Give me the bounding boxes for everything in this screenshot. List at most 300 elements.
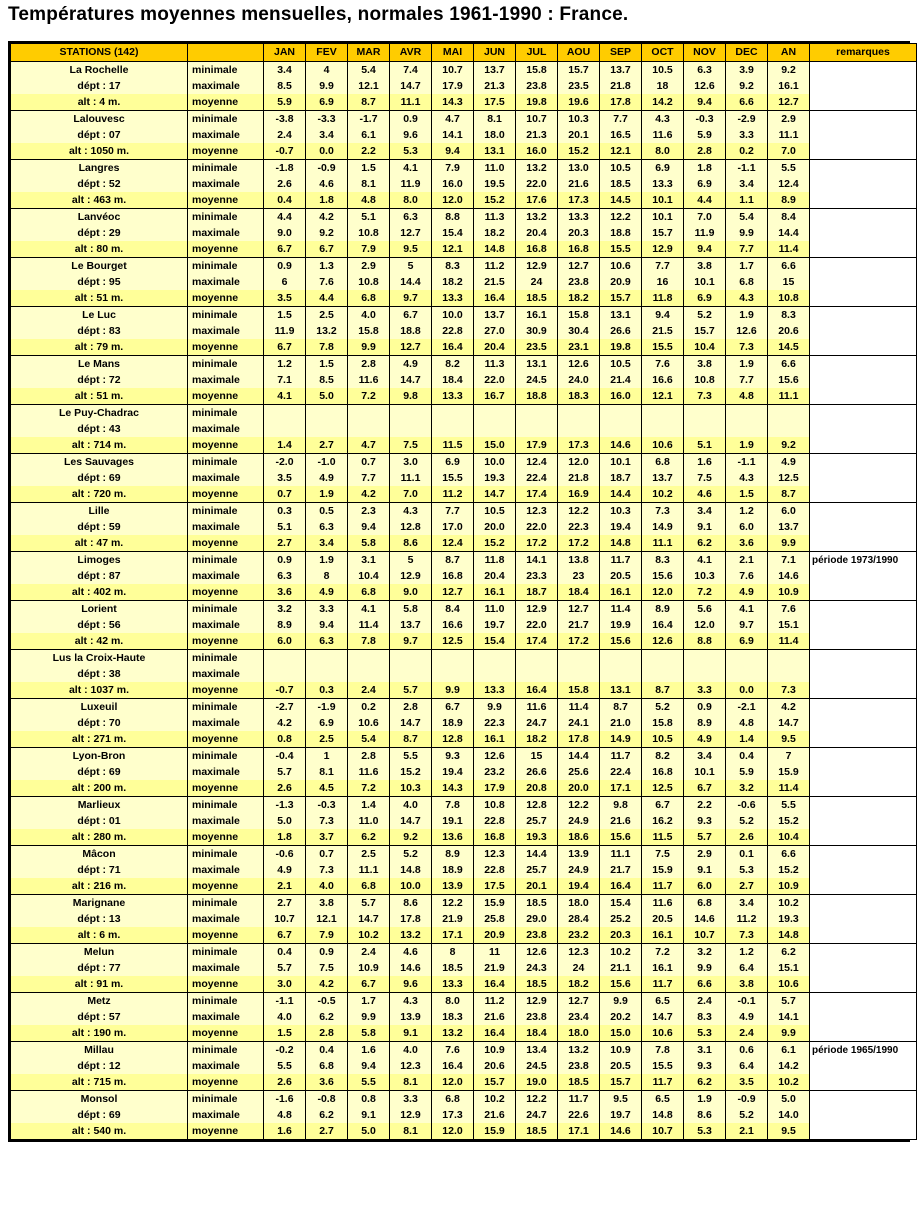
value-cell-jul: 14.4 (516, 846, 558, 863)
value-type-label: maximale (188, 225, 264, 241)
value-cell-mar: 14.7 (348, 911, 390, 927)
value-cell-dec: 3.2 (726, 780, 768, 797)
value-cell-dec: 1.1 (726, 192, 768, 209)
table-row (11, 176, 917, 192)
value-cell-fev: 8.5 (306, 372, 348, 388)
value-cell-mai: 6.9 (432, 454, 474, 471)
value-cell-mai: 7.9 (432, 160, 474, 177)
value-cell-jan: 6.3 (264, 568, 306, 584)
value-cell-jan: 9.0 (264, 225, 306, 241)
value-type-label: moyenne (188, 241, 264, 258)
station-alt: alt : 47 m. (11, 535, 188, 552)
value-cell-jan: 8.9 (264, 617, 306, 633)
value-cell-oct: 11.7 (642, 878, 684, 895)
value-cell-aou: 17.3 (558, 192, 600, 209)
value-cell-avr: 14.4 (390, 274, 432, 290)
value-cell-mai: 12.0 (432, 192, 474, 209)
value-cell-jun: 21.6 (474, 1009, 516, 1025)
value-type-label: minimale (188, 209, 264, 226)
value-cell-sep: 15.6 (600, 633, 642, 650)
remark-cell (810, 290, 917, 307)
value-cell-jul: 12.8 (516, 797, 558, 814)
remark-cell (810, 568, 917, 584)
value-cell-aou: 15.8 (558, 682, 600, 699)
value-cell-avr (390, 666, 432, 682)
value-cell-aou: 18.3 (558, 388, 600, 405)
temperature-table-container (8, 41, 910, 1142)
value-cell-dec: 7.3 (726, 339, 768, 356)
value-cell-jun: 22.8 (474, 813, 516, 829)
value-cell-jan: 2.4 (264, 127, 306, 143)
value-cell-an: 6.6 (768, 356, 810, 373)
value-cell-an: 4.9 (768, 454, 810, 471)
table-row (11, 470, 917, 486)
value-cell-jan: 3.6 (264, 584, 306, 601)
value-cell-fev: 9.2 (306, 225, 348, 241)
value-cell-aou: 12.6 (558, 356, 600, 373)
value-cell-aou: 24.9 (558, 813, 600, 829)
value-cell-mai: 15.4 (432, 225, 474, 241)
value-cell-mai: 7.8 (432, 797, 474, 814)
value-cell-fev: -3.3 (306, 111, 348, 128)
value-cell-mai: 10.0 (432, 307, 474, 324)
value-cell-mar: 9.9 (348, 339, 390, 356)
value-cell-an: 9.5 (768, 731, 810, 748)
value-cell-fev: 6.9 (306, 94, 348, 111)
value-cell-nov: 9.3 (684, 813, 726, 829)
value-cell-nov: 10.1 (684, 764, 726, 780)
remark-cell (810, 470, 917, 486)
value-cell-aou: 18.6 (558, 829, 600, 846)
value-cell-nov: 6.9 (684, 290, 726, 307)
value-cell-fev: 9.4 (306, 617, 348, 633)
value-cell-fev: 12.1 (306, 911, 348, 927)
value-cell-mai: 17.0 (432, 519, 474, 535)
value-cell-jun (474, 405, 516, 422)
value-cell-jun: 10.9 (474, 1042, 516, 1059)
table-row (11, 1123, 917, 1140)
value-cell-an: 8.9 (768, 192, 810, 209)
station-dept: dépt : 71 (11, 862, 188, 878)
value-cell-mai: 17.3 (432, 1107, 474, 1123)
value-cell-jun: 16.1 (474, 731, 516, 748)
value-type-label: moyenne (188, 1025, 264, 1042)
station-alt: alt : 200 m. (11, 780, 188, 797)
value-cell-mar: 15.8 (348, 323, 390, 339)
value-cell-fev: 7.8 (306, 339, 348, 356)
value-cell-oct: 8.0 (642, 143, 684, 160)
value-cell-mar: 6.8 (348, 290, 390, 307)
value-cell-jul: 23.5 (516, 339, 558, 356)
value-cell-aou: 23.4 (558, 1009, 600, 1025)
value-cell-avr: 11.1 (390, 94, 432, 111)
value-cell-aou: 20.0 (558, 780, 600, 797)
value-type-label: maximale (188, 127, 264, 143)
station-name: Monsol (11, 1091, 188, 1108)
value-cell-dec: 2.1 (726, 552, 768, 569)
header-avr: AVR (390, 44, 432, 62)
value-cell-mai (432, 421, 474, 437)
value-cell-mar: 11.1 (348, 862, 390, 878)
value-cell-jun: 22.0 (474, 372, 516, 388)
value-cell-dec: 3.4 (726, 176, 768, 192)
value-cell-jan: 8.5 (264, 78, 306, 94)
value-type-label: moyenne (188, 192, 264, 209)
table-row (11, 372, 917, 388)
value-cell-nov: 5.9 (684, 127, 726, 143)
value-cell-nov: 4.6 (684, 486, 726, 503)
station-dept: dépt : 12 (11, 1058, 188, 1074)
value-cell-dec: -2.1 (726, 699, 768, 716)
value-cell-mar: 2.8 (348, 748, 390, 765)
station-dept: dépt : 69 (11, 1107, 188, 1123)
value-cell-an: 8.3 (768, 307, 810, 324)
value-cell-sep: 20.5 (600, 1058, 642, 1074)
value-cell-jun: 16.4 (474, 1025, 516, 1042)
value-cell-mar: 2.4 (348, 682, 390, 699)
value-cell-oct: 8.7 (642, 682, 684, 699)
value-cell-jun: 16.1 (474, 584, 516, 601)
value-cell-sep: 13.1 (600, 307, 642, 324)
value-type-label: moyenne (188, 731, 264, 748)
value-cell-aou: 20.1 (558, 127, 600, 143)
value-cell-fev: 9.9 (306, 78, 348, 94)
value-cell-jan: 2.1 (264, 878, 306, 895)
table-row (11, 94, 917, 111)
value-type-label: maximale (188, 1058, 264, 1074)
value-cell-dec: 3.9 (726, 62, 768, 79)
station-dept: dépt : 70 (11, 715, 188, 731)
value-cell-avr: 8.7 (390, 731, 432, 748)
value-cell-jun: 20.4 (474, 568, 516, 584)
value-cell-sep: 15.6 (600, 829, 642, 846)
value-cell-sep: 15.6 (600, 976, 642, 993)
value-cell-oct: 20.5 (642, 911, 684, 927)
remark-cell (810, 1074, 917, 1091)
value-type-label: minimale (188, 1091, 264, 1108)
remark-cell (810, 764, 917, 780)
value-cell-jul: 12.4 (516, 454, 558, 471)
station-name: Le Bourget (11, 258, 188, 275)
value-cell-mai (432, 650, 474, 667)
value-cell-jan: 1.5 (264, 307, 306, 324)
station-dept: dépt : 13 (11, 911, 188, 927)
value-cell-nov: 3.8 (684, 258, 726, 275)
remark-cell (810, 666, 917, 682)
value-cell-mar: 0.2 (348, 699, 390, 716)
station-alt: alt : 271 m. (11, 731, 188, 748)
value-cell-fev: 7.3 (306, 862, 348, 878)
value-cell-jul: 18.5 (516, 290, 558, 307)
value-cell-dec: 7.6 (726, 568, 768, 584)
value-cell-dec: 6.4 (726, 960, 768, 976)
remark-cell (810, 731, 917, 748)
table-row (11, 1107, 917, 1123)
remark-cell (810, 307, 917, 324)
remark-cell (810, 617, 917, 633)
table-header (11, 44, 917, 62)
station-name: Lus la Croix-Haute (11, 650, 188, 667)
value-cell-mar: 5.8 (348, 1025, 390, 1042)
remark-cell (810, 503, 917, 520)
value-type-label: maximale (188, 666, 264, 682)
value-cell-an: 14.8 (768, 927, 810, 944)
station-alt: alt : 91 m. (11, 976, 188, 993)
value-cell-aou: 17.1 (558, 1123, 600, 1140)
value-cell-mai: 10.7 (432, 62, 474, 79)
value-cell-dec: 2.4 (726, 1025, 768, 1042)
value-type-label: minimale (188, 797, 264, 814)
value-cell-jun: 16.4 (474, 290, 516, 307)
value-cell-mai: 19.4 (432, 764, 474, 780)
value-cell-mar: 7.8 (348, 633, 390, 650)
station-alt: alt : 190 m. (11, 1025, 188, 1042)
table-row (11, 813, 917, 829)
value-cell-sep: 14.5 (600, 192, 642, 209)
value-cell-jun: 21.3 (474, 78, 516, 94)
station-dept: dépt : 87 (11, 568, 188, 584)
value-cell-sep: 18.8 (600, 225, 642, 241)
value-cell-jan: 5.7 (264, 960, 306, 976)
station-dept: dépt : 72 (11, 372, 188, 388)
value-cell-mar: 5.4 (348, 62, 390, 79)
header-nov: NOV (684, 44, 726, 62)
value-cell-jul: 18.4 (516, 1025, 558, 1042)
value-cell-mai: 16.4 (432, 1058, 474, 1074)
value-cell-sep: 25.2 (600, 911, 642, 927)
remark-cell (810, 1123, 917, 1140)
remark-cell (810, 895, 917, 912)
table-row (11, 209, 917, 226)
value-cell-fev: -0.8 (306, 1091, 348, 1108)
value-cell-mai: 11.5 (432, 437, 474, 454)
value-cell-jan: -2.0 (264, 454, 306, 471)
value-cell-jan: 5.0 (264, 813, 306, 829)
value-cell-nov: 9.3 (684, 1058, 726, 1074)
value-cell-jan: 4.2 (264, 715, 306, 731)
table-row (11, 976, 917, 993)
value-cell-oct: 15.7 (642, 225, 684, 241)
value-cell-mai: 12.8 (432, 731, 474, 748)
value-cell-avr: 4.3 (390, 503, 432, 520)
value-cell-mai: 17.9 (432, 78, 474, 94)
value-cell-an: 9.9 (768, 1025, 810, 1042)
value-cell-mar: 9.4 (348, 519, 390, 535)
value-cell-dec: -0.9 (726, 1091, 768, 1108)
station-name: Marlieux (11, 797, 188, 814)
value-cell-fev: 4.6 (306, 176, 348, 192)
station-alt: alt : 79 m. (11, 339, 188, 356)
value-cell-mar: 2.2 (348, 143, 390, 160)
value-cell-nov: 0.9 (684, 699, 726, 716)
value-cell-oct: 14.9 (642, 519, 684, 535)
value-cell-dec (726, 650, 768, 667)
table-row (11, 650, 917, 667)
value-cell-fev (306, 405, 348, 422)
station-dept: dépt : 59 (11, 519, 188, 535)
value-cell-jan: 6.7 (264, 241, 306, 258)
station-dept: dépt : 57 (11, 1009, 188, 1025)
header-remarks: remarques (810, 44, 917, 62)
value-cell-jan: 4.0 (264, 1009, 306, 1025)
value-cell-mai: 13.3 (432, 290, 474, 307)
value-cell-dec: 0.0 (726, 682, 768, 699)
header-oct: OCT (642, 44, 684, 62)
value-cell-oct (642, 666, 684, 682)
value-cell-sep (600, 405, 642, 422)
value-cell-avr: 7.4 (390, 62, 432, 79)
value-cell-oct: 11.7 (642, 1074, 684, 1091)
value-cell-oct: 11.6 (642, 127, 684, 143)
value-cell-jun: 14.8 (474, 241, 516, 258)
value-cell-aou: 18.0 (558, 895, 600, 912)
value-cell-oct: 8.2 (642, 748, 684, 765)
table-row (11, 911, 917, 927)
value-cell-an: 6.0 (768, 503, 810, 520)
value-cell-nov (684, 405, 726, 422)
value-cell-oct: 12.5 (642, 780, 684, 797)
value-cell-an: 16.1 (768, 78, 810, 94)
value-cell-jun: 10.5 (474, 503, 516, 520)
header-type (188, 44, 264, 62)
value-cell-nov: 9.4 (684, 94, 726, 111)
value-cell-mai: 18.3 (432, 1009, 474, 1025)
value-type-label: moyenne (188, 437, 264, 454)
remark-cell (810, 1091, 917, 1108)
value-cell-an: 6.6 (768, 846, 810, 863)
value-cell-sep: 16.4 (600, 878, 642, 895)
table-row (11, 829, 917, 846)
remark-cell (810, 192, 917, 209)
value-cell-jan: 4.4 (264, 209, 306, 226)
value-type-label: minimale (188, 503, 264, 520)
value-cell-sep: 12.1 (600, 143, 642, 160)
value-cell-mar: 10.6 (348, 715, 390, 731)
value-cell-fev: 1.8 (306, 192, 348, 209)
value-cell-mai: 18.2 (432, 274, 474, 290)
value-type-label: moyenne (188, 976, 264, 993)
value-cell-jan: 5.5 (264, 1058, 306, 1074)
value-cell-oct: 14.8 (642, 1107, 684, 1123)
value-type-label: moyenne (188, 682, 264, 699)
value-cell-oct: 21.5 (642, 323, 684, 339)
value-cell-jul: 24.3 (516, 960, 558, 976)
value-cell-jul: 12.6 (516, 944, 558, 961)
value-cell-avr: 17.8 (390, 911, 432, 927)
value-cell-sep: 18.7 (600, 470, 642, 486)
value-cell-fev: 1.9 (306, 552, 348, 569)
value-cell-jan: 4.1 (264, 388, 306, 405)
value-cell-dec: -0.6 (726, 797, 768, 814)
value-type-label: maximale (188, 715, 264, 731)
value-cell-nov: 4.4 (684, 192, 726, 209)
value-cell-jun: 13.7 (474, 62, 516, 79)
value-cell-oct: 11.5 (642, 829, 684, 846)
value-cell-aou: 24.9 (558, 862, 600, 878)
value-cell-oct: 14.2 (642, 94, 684, 111)
remark-cell (810, 1058, 917, 1074)
value-cell-oct: 10.7 (642, 1123, 684, 1140)
value-cell-aou: 17.2 (558, 633, 600, 650)
value-cell-fev: 0.7 (306, 846, 348, 863)
value-cell-dec: 9.7 (726, 617, 768, 633)
value-cell-mai: 12.7 (432, 584, 474, 601)
value-cell-jul: 15 (516, 748, 558, 765)
remark-cell (810, 633, 917, 650)
table-row (11, 274, 917, 290)
value-cell-mar: 9.4 (348, 1058, 390, 1074)
header-dec: DEC (726, 44, 768, 62)
value-cell-sep: 10.5 (600, 356, 642, 373)
value-cell-nov: -0.3 (684, 111, 726, 128)
remark-cell (810, 94, 917, 111)
value-cell-an: 15.6 (768, 372, 810, 388)
table-row (11, 715, 917, 731)
value-cell-mar: 8.1 (348, 176, 390, 192)
table-row (11, 437, 917, 454)
value-cell-sep: 21.6 (600, 813, 642, 829)
value-cell-jul: 22.0 (516, 617, 558, 633)
value-cell-oct: 15.9 (642, 862, 684, 878)
station-alt: alt : 216 m. (11, 878, 188, 895)
value-cell-dec (726, 405, 768, 422)
value-cell-jun: 17.5 (474, 94, 516, 111)
value-cell-mai: 12.5 (432, 633, 474, 650)
value-cell-sep: 12.2 (600, 209, 642, 226)
value-cell-aou (558, 666, 600, 682)
table-row (11, 682, 917, 699)
station-alt: alt : 280 m. (11, 829, 188, 846)
value-cell-an: 7.1 (768, 552, 810, 569)
value-cell-mar: 2.9 (348, 258, 390, 275)
value-cell-an: 15.9 (768, 764, 810, 780)
value-cell-sep: 15.7 (600, 290, 642, 307)
value-type-label: moyenne (188, 94, 264, 111)
header-mai: MAI (432, 44, 474, 62)
value-cell-jun: 15.7 (474, 1074, 516, 1091)
value-cell-sep: 13.7 (600, 62, 642, 79)
value-cell-avr: 14.7 (390, 715, 432, 731)
station-alt: alt : 6 m. (11, 927, 188, 944)
value-cell-aou: 16.9 (558, 486, 600, 503)
value-cell-aou: 19.6 (558, 94, 600, 111)
value-cell-avr: 18.8 (390, 323, 432, 339)
station-dept: dépt : 07 (11, 127, 188, 143)
value-cell-jul: 24 (516, 274, 558, 290)
value-cell-mar: 6.1 (348, 127, 390, 143)
value-cell-avr: 3.0 (390, 454, 432, 471)
value-type-label: maximale (188, 274, 264, 290)
value-cell-an: 10.9 (768, 878, 810, 895)
table-row (11, 633, 917, 650)
value-cell-oct: 10.2 (642, 486, 684, 503)
remark-cell (810, 1025, 917, 1042)
value-type-label: minimale (188, 846, 264, 863)
value-cell-jun: 10.0 (474, 454, 516, 471)
value-cell-nov: 2.4 (684, 993, 726, 1010)
value-cell-jul: 22.0 (516, 519, 558, 535)
value-cell-oct: 7.2 (642, 944, 684, 961)
value-cell-aou: 12.7 (558, 993, 600, 1010)
value-cell-avr: 9.0 (390, 584, 432, 601)
value-cell-mar: 5.5 (348, 1074, 390, 1091)
value-cell-oct: 8.3 (642, 552, 684, 569)
value-cell-jun: 17.9 (474, 780, 516, 797)
value-cell-avr: 14.7 (390, 813, 432, 829)
value-cell-avr: 9.2 (390, 829, 432, 846)
value-cell-fev: 6.8 (306, 1058, 348, 1074)
value-cell-avr: 4.0 (390, 1042, 432, 1059)
